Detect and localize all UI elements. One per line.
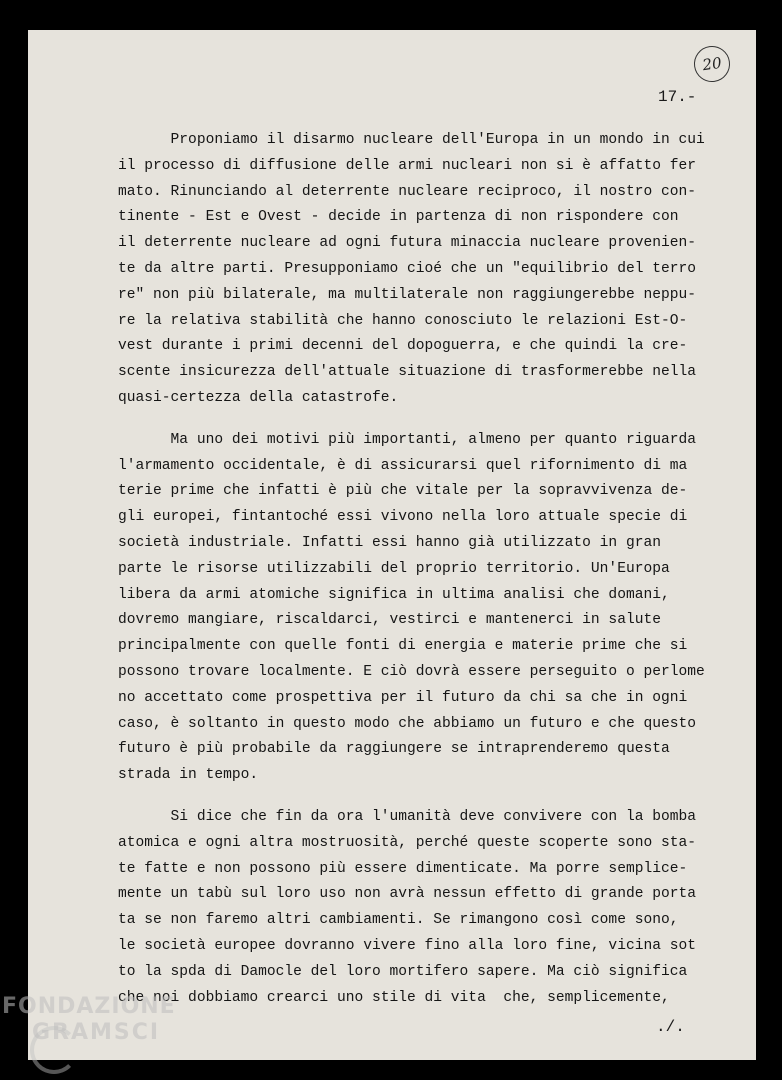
continuation-mark: ./. [656, 1018, 685, 1036]
text-line: re" non più bilaterale, ma multilaterale non raggiungerebbe neppu- [118, 286, 697, 303]
page-number: 17.- [658, 88, 697, 106]
paragraph-3 [118, 805, 718, 1011]
text-line: terie prime che infatti è più che vitale per la sopravvivenza de- [118, 483, 688, 500]
text-line: il deterrente nucleare ad ogni futura minaccia nucleare provenien- [118, 235, 697, 252]
folio-stamp: 20 [692, 44, 733, 85]
body-text [118, 128, 718, 1011]
paragraph-2 [118, 428, 718, 789]
text-line: atomica e ogni altra mostruosità, perché queste scoperte sono sta- [118, 834, 697, 851]
text-line: re la relativa stabilità che hanno conosciuto le relazioni Est-O- [118, 312, 688, 329]
text-line: dovremo mangiare, riscaldarci, vestirci e mantenerci in salute [118, 612, 661, 629]
text-line: il processo di diffusione delle armi nucleari non si è affatto fer [118, 157, 697, 174]
text-line: tinente - Est e Ovest - decide in partenza di non rispondere con [118, 209, 679, 226]
text-line: ta se non faremo altri cambiamenti. Se rimangono così come sono, [118, 912, 679, 929]
text-line: Ma uno dei motivi più importanti, almeno per quanto riguarda [118, 431, 697, 448]
text-line: no accettato come prospettiva per il futuro da chi sa che in ogni [118, 689, 688, 706]
text-line: mato. Rinunciando al deterrente nucleare reciproco, il nostro con- [118, 183, 697, 200]
text-line: principalmente con quelle fonti di energia e materie prime che si [118, 638, 688, 655]
text-line: che noi dobbiamo crearci uno stile di vita che, semplicemente, [118, 989, 670, 1006]
text-line: società industriale. Infatti essi hanno già utilizzato in gran [118, 534, 661, 551]
text-line: le società europee dovranno vivere fino alla loro fine, vicina sot [118, 937, 697, 954]
text-line: scente insicurezza dell'attuale situazione di trasformerebbe nella [118, 364, 697, 381]
text-line: libera da armi atomiche significa in ultima analisi che domani, [118, 586, 670, 603]
watermark-logo [2, 994, 176, 1046]
text-line: quasi-certezza della catastrofe. [118, 389, 399, 406]
text-line: l'armamento occidentale, è di assicurarsi quel rifornimento di ma [118, 457, 688, 474]
watermark-line-1: FONDAZIONE [2, 994, 176, 1019]
text-line: te fatte e non possono più essere dimenticate. Ma porre semplice- [118, 860, 688, 877]
text-line: futuro è più probabile da raggiungere se intraprenderemo questa [118, 741, 670, 758]
watermark-line-2: GRAMSCI [32, 1020, 161, 1045]
typed-page [28, 30, 756, 1060]
text-line: caso, è soltanto in questo modo che abbiamo un futuro e che questo [118, 715, 697, 732]
paragraph-1 [118, 128, 718, 412]
text-line: vest durante i primi decenni del dopoguerra, e che quindi la cre- [118, 338, 688, 355]
watermark-circle-icon [30, 1026, 78, 1074]
text-line: parte le risorse utilizzabili del proprio territorio. Un'Europa [118, 560, 670, 577]
text-line: to la spda di Damocle del loro mortifero sapere. Ma ciò significa [118, 963, 688, 980]
text-line: mente un tabù sul loro uso non avrà nessun effetto di grande porta [118, 886, 697, 903]
text-line: Si dice che fin da ora l'umanità deve convivere con la bomba [118, 808, 697, 825]
text-line: possono trovare localmente. E ciò dovrà essere perseguito o perlome [118, 663, 705, 680]
text-line: Proponiamo il disarmo nucleare dell'Europa in un mondo in cui [118, 132, 705, 148]
text-line: strada in tempo. [118, 767, 259, 784]
text-line: gli europei, fintantoché essi vivono nella loro attuale specie di [118, 509, 688, 526]
text-line: te da altre parti. Presupponiamo cioé che un "equilibrio del terro [118, 260, 697, 277]
